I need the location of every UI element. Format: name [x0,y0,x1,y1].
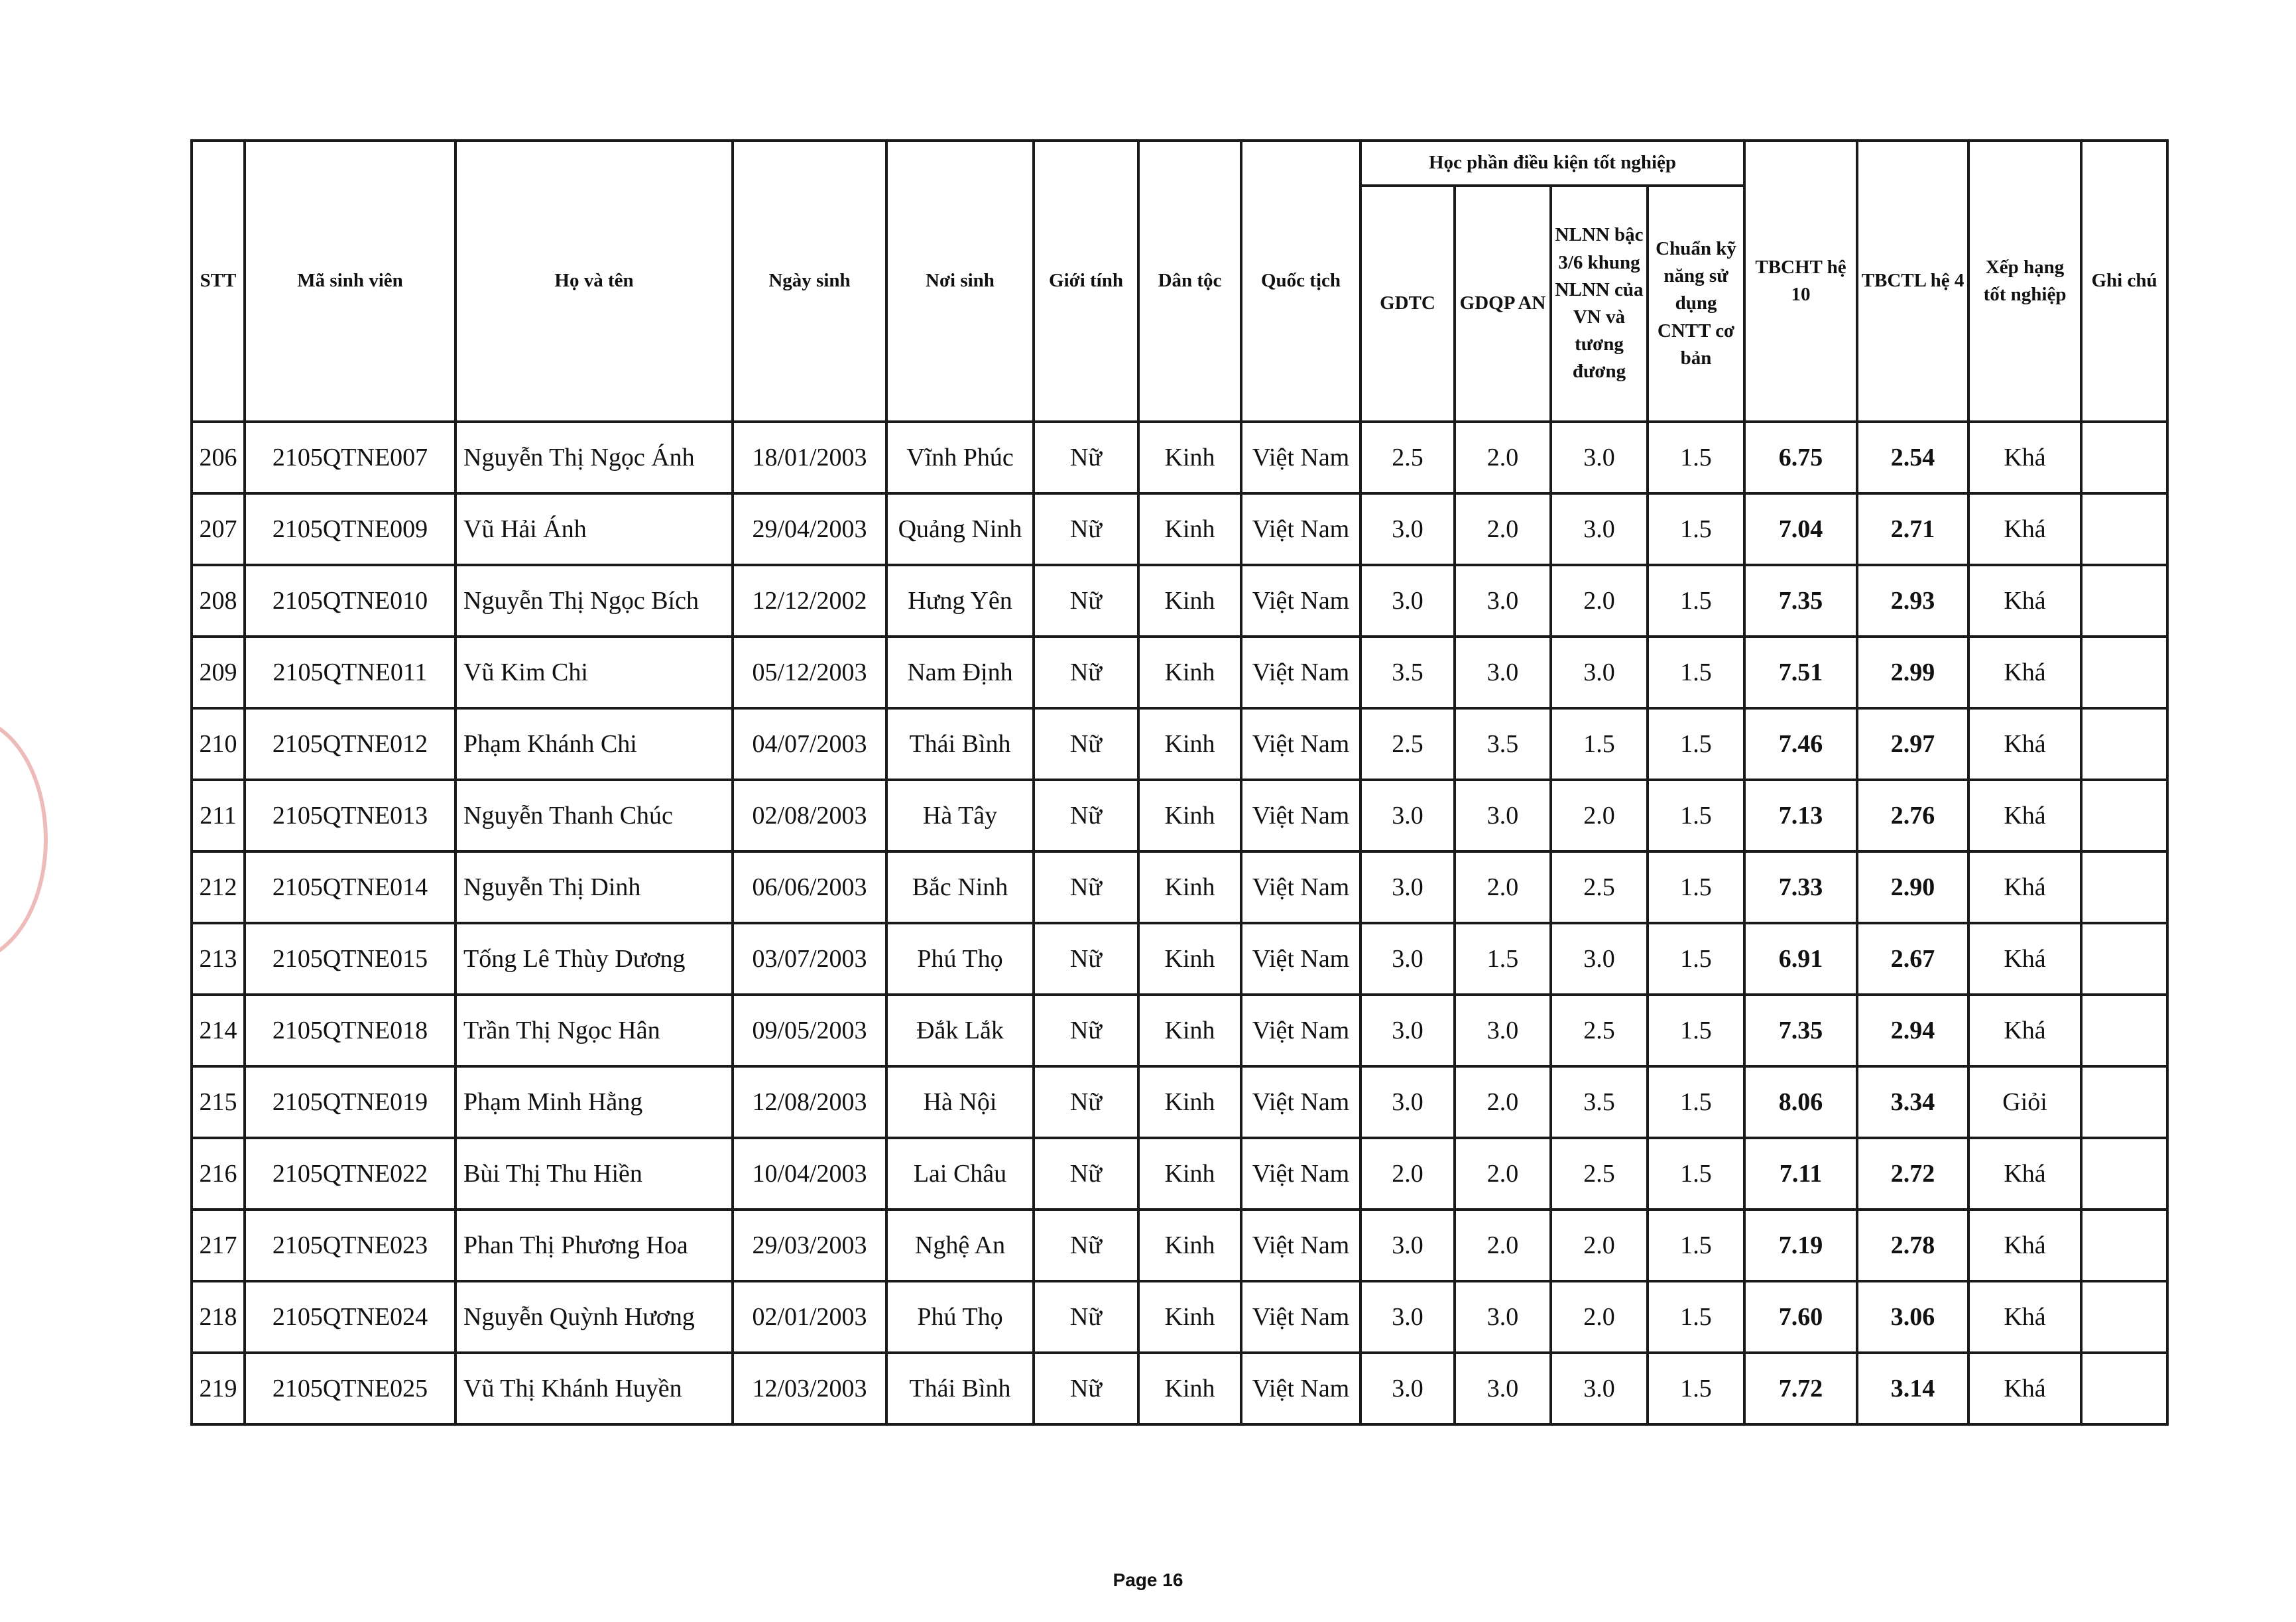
nationality-cell: Việt Nam [1241,923,1360,995]
notes-cell [2081,493,2167,565]
gdtc-cell: 3.0 [1360,1066,1455,1138]
student-id-cell: 2105QTNE007 [245,422,455,493]
stt-cell: 207 [192,493,245,565]
header-tbcht: TBCHT hệ 10 [1744,141,1857,422]
gdtc-cell: 3.0 [1360,1281,1455,1353]
birth-date-cell: 05/12/2003 [733,637,886,708]
tbctl-cell: 2.90 [1857,851,1968,923]
notes-cell [2081,923,2167,995]
nationality-cell: Việt Nam [1241,1210,1360,1281]
stt-cell: 216 [192,1138,245,1210]
birth-place-cell: Hà Nội [886,1066,1034,1138]
nlnn-cell: 1.5 [1551,708,1648,780]
notes-cell [2081,851,2167,923]
full-name-cell: Vũ Thị Khánh Huyền [455,1353,733,1424]
it-skills-cell: 1.5 [1648,995,1744,1066]
birth-date-cell: 12/03/2003 [733,1353,886,1424]
nlnn-cell: 2.5 [1551,851,1648,923]
notes-cell [2081,708,2167,780]
header-nationality: Quốc tịch [1241,141,1360,422]
tbcht-cell: 7.35 [1744,565,1857,637]
student-id-cell: 2105QTNE023 [245,1210,455,1281]
gender-cell: Nữ [1034,1210,1138,1281]
birth-date-cell: 09/05/2003 [733,995,886,1066]
header-nlnn: NLNN bậc 3/6 khung NLNN của VN và tương đương [1551,186,1648,422]
tbctl-cell: 3.34 [1857,1066,1968,1138]
ranking-cell: Khá [1968,422,2081,493]
birth-place-cell: Lai Châu [886,1138,1034,1210]
nationality-cell: Việt Nam [1241,708,1360,780]
tbcht-cell: 7.46 [1744,708,1857,780]
tbctl-cell: 2.94 [1857,995,1968,1066]
ethnicity-cell: Kinh [1138,1210,1241,1281]
student-id-cell: 2105QTNE011 [245,637,455,708]
tbctl-cell: 2.54 [1857,422,1968,493]
student-id-cell: 2105QTNE018 [245,995,455,1066]
tbctl-cell: 3.06 [1857,1281,1968,1353]
gender-cell: Nữ [1034,493,1138,565]
nationality-cell: Việt Nam [1241,780,1360,851]
ethnicity-cell: Kinh [1138,422,1241,493]
stt-cell: 206 [192,422,245,493]
gender-cell: Nữ [1034,565,1138,637]
stt-cell: 215 [192,1066,245,1138]
table-row [192,923,2167,995]
nationality-cell: Việt Nam [1241,637,1360,708]
table-row [192,565,2167,637]
stt-cell: 209 [192,637,245,708]
ethnicity-cell: Kinh [1138,923,1241,995]
tbcht-cell: 7.33 [1744,851,1857,923]
nationality-cell: Việt Nam [1241,422,1360,493]
nationality-cell: Việt Nam [1241,1138,1360,1210]
gdqp-an-cell: 3.5 [1455,708,1551,780]
tbctl-cell: 2.67 [1857,923,1968,995]
birth-date-cell: 03/07/2003 [733,923,886,995]
ranking-cell: Khá [1968,708,2081,780]
birth-date-cell: 12/12/2002 [733,565,886,637]
notes-cell [2081,422,2167,493]
table-row [192,780,2167,851]
full-name-cell: Bùi Thị Thu Hiền [455,1138,733,1210]
it-skills-cell: 1.5 [1648,422,1744,493]
table-row [192,708,2167,780]
nlnn-cell: 2.5 [1551,1138,1648,1210]
stt-cell: 219 [192,1353,245,1424]
notes-cell [2081,780,2167,851]
ranking-cell: Khá [1968,1281,2081,1353]
stt-cell: 211 [192,780,245,851]
gender-cell: Nữ [1034,851,1138,923]
student-id-cell: 2105QTNE015 [245,923,455,995]
table-row [192,851,2167,923]
nationality-cell: Việt Nam [1241,565,1360,637]
ethnicity-cell: Kinh [1138,1066,1241,1138]
red-seal-stamp [0,716,48,963]
gdqp-an-cell: 1.5 [1455,923,1551,995]
table-row [192,1353,2167,1424]
tbcht-cell: 7.51 [1744,637,1857,708]
gdtc-cell: 3.0 [1360,1210,1455,1281]
graduation-table [190,139,2169,1426]
table-row [192,995,2167,1066]
stt-cell: 210 [192,708,245,780]
notes-cell [2081,565,2167,637]
nlnn-cell: 2.0 [1551,780,1648,851]
nlnn-cell: 2.0 [1551,565,1648,637]
gdqp-an-cell: 2.0 [1455,1210,1551,1281]
notes-cell [2081,1353,2167,1424]
student-id-cell: 2105QTNE010 [245,565,455,637]
tbcht-cell: 7.04 [1744,493,1857,565]
gender-cell: Nữ [1034,780,1138,851]
tbcht-cell: 8.06 [1744,1066,1857,1138]
nlnn-cell: 3.0 [1551,923,1648,995]
full-name-cell: Vũ Hải Ánh [455,493,733,565]
table-row [192,422,2167,493]
header-birth-place: Nơi sinh [886,141,1034,422]
tbctl-cell: 2.97 [1857,708,1968,780]
ranking-cell: Khá [1968,565,2081,637]
gdqp-an-cell: 2.0 [1455,493,1551,565]
tbctl-cell: 2.78 [1857,1210,1968,1281]
ethnicity-cell: Kinh [1138,565,1241,637]
it-skills-cell: 1.5 [1648,780,1744,851]
gdtc-cell: 2.0 [1360,1138,1455,1210]
birth-place-cell: Hưng Yên [886,565,1034,637]
stt-cell: 212 [192,851,245,923]
full-name-cell: Phạm Khánh Chi [455,708,733,780]
tbcht-cell: 7.35 [1744,995,1857,1066]
ethnicity-cell: Kinh [1138,851,1241,923]
gdtc-cell: 3.0 [1360,780,1455,851]
ethnicity-cell: Kinh [1138,1353,1241,1424]
stt-cell: 208 [192,565,245,637]
gdtc-cell: 3.0 [1360,923,1455,995]
ethnicity-cell: Kinh [1138,995,1241,1066]
gdtc-cell: 3.5 [1360,637,1455,708]
student-id-cell: 2105QTNE012 [245,708,455,780]
stt-cell: 213 [192,923,245,995]
ethnicity-cell: Kinh [1138,637,1241,708]
ranking-cell: Khá [1968,1210,2081,1281]
full-name-cell: Nguyễn Thị Ngọc Bích [455,565,733,637]
header-notes: Ghi chú [2081,141,2167,422]
ranking-cell: Khá [1968,851,2081,923]
table-row [192,493,2167,565]
full-name-cell: Nguyễn Thị Ngọc Ánh [455,422,733,493]
it-skills-cell: 1.5 [1648,1138,1744,1210]
full-name-cell: Nguyễn Thị Dinh [455,851,733,923]
nlnn-cell: 2.5 [1551,995,1648,1066]
nationality-cell: Việt Nam [1241,995,1360,1066]
stt-cell: 218 [192,1281,245,1353]
nationality-cell: Việt Nam [1241,1353,1360,1424]
header-gender: Giới tính [1034,141,1138,422]
gender-cell: Nữ [1034,1353,1138,1424]
birth-date-cell: 04/07/2003 [733,708,886,780]
student-id-cell: 2105QTNE019 [245,1066,455,1138]
it-skills-cell: 1.5 [1648,1210,1744,1281]
stt-cell: 217 [192,1210,245,1281]
nlnn-cell: 3.0 [1551,637,1648,708]
birth-place-cell: Vĩnh Phúc [886,422,1034,493]
tbctl-cell: 2.76 [1857,780,1968,851]
gdtc-cell: 2.5 [1360,708,1455,780]
student-id-cell: 2105QTNE014 [245,851,455,923]
gender-cell: Nữ [1034,637,1138,708]
gender-cell: Nữ [1034,1066,1138,1138]
student-id-cell: 2105QTNE024 [245,1281,455,1353]
ranking-cell: Khá [1968,493,2081,565]
student-id-cell: 2105QTNE022 [245,1138,455,1210]
full-name-cell: Vũ Kim Chi [455,637,733,708]
nationality-cell: Việt Nam [1241,1281,1360,1353]
gdqp-an-cell: 3.0 [1455,1353,1551,1424]
table-row [192,1281,2167,1353]
gender-cell: Nữ [1034,995,1138,1066]
full-name-cell: Tống Lê Thùy Dương [455,923,733,995]
tbcht-cell: 7.72 [1744,1353,1857,1424]
nlnn-cell: 2.0 [1551,1281,1648,1353]
full-name-cell: Phan Thị Phương Hoa [455,1210,733,1281]
tbctl-cell: 2.99 [1857,637,1968,708]
nlnn-cell: 3.0 [1551,493,1648,565]
birth-place-cell: Nam Định [886,637,1034,708]
gdtc-cell: 3.0 [1360,995,1455,1066]
tbctl-cell: 2.93 [1857,565,1968,637]
tbctl-cell: 2.72 [1857,1138,1968,1210]
birth-place-cell: Bắc Ninh [886,851,1034,923]
tbcht-cell: 6.75 [1744,422,1857,493]
birth-date-cell: 02/08/2003 [733,780,886,851]
table-header [192,141,2167,422]
gender-cell: Nữ [1034,708,1138,780]
gdtc-cell: 2.5 [1360,422,1455,493]
birth-date-cell: 18/01/2003 [733,422,886,493]
gender-cell: Nữ [1034,923,1138,995]
birth-date-cell: 02/01/2003 [733,1281,886,1353]
ethnicity-cell: Kinh [1138,1281,1241,1353]
gdtc-cell: 3.0 [1360,565,1455,637]
gdqp-an-cell: 3.0 [1455,565,1551,637]
nlnn-cell: 3.0 [1551,422,1648,493]
ethnicity-cell: Kinh [1138,708,1241,780]
header-stt: STT [192,141,245,422]
header-gdqp-an: GDQP AN [1455,186,1551,422]
tbcht-cell: 6.91 [1744,923,1857,995]
birth-place-cell: Hà Tây [886,780,1034,851]
header-ethnicity: Dân tộc [1138,141,1241,422]
birth-date-cell: 29/03/2003 [733,1210,886,1281]
notes-cell [2081,995,2167,1066]
it-skills-cell: 1.5 [1648,923,1744,995]
notes-cell [2081,1066,2167,1138]
it-skills-cell: 1.5 [1648,1353,1744,1424]
notes-cell [2081,1210,2167,1281]
gdqp-an-cell: 3.0 [1455,637,1551,708]
notes-cell [2081,1281,2167,1353]
header-tbctl: TBCTL hệ 4 [1857,141,1968,422]
page-number: Page 16 [1113,1570,1183,1590]
gdqp-an-cell: 2.0 [1455,1066,1551,1138]
ethnicity-cell: Kinh [1138,1138,1241,1210]
gdtc-cell: 3.0 [1360,851,1455,923]
table-row [192,637,2167,708]
student-id-cell: 2105QTNE013 [245,780,455,851]
table-row [192,1066,2167,1138]
birth-place-cell: Nghệ An [886,1210,1034,1281]
it-skills-cell: 1.5 [1648,1281,1744,1353]
nlnn-cell: 2.0 [1551,1210,1648,1281]
birth-place-cell: Phú Thọ [886,1281,1034,1353]
table-row [192,1138,2167,1210]
notes-cell [2081,1138,2167,1210]
ranking-cell: Khá [1968,637,2081,708]
header-gdtc: GDTC [1360,186,1455,422]
gender-cell: Nữ [1034,1138,1138,1210]
stt-cell: 214 [192,995,245,1066]
tbctl-cell: 2.71 [1857,493,1968,565]
tbctl-cell: 3.14 [1857,1353,1968,1424]
birth-date-cell: 29/04/2003 [733,493,886,565]
birth-date-cell: 12/08/2003 [733,1066,886,1138]
birth-date-cell: 10/04/2003 [733,1138,886,1210]
full-name-cell: Trần Thị Ngọc Hân [455,995,733,1066]
ranking-cell: Khá [1968,995,2081,1066]
birth-date-cell: 06/06/2003 [733,851,886,923]
gdtc-cell: 3.0 [1360,1353,1455,1424]
nlnn-cell: 3.5 [1551,1066,1648,1138]
tbcht-cell: 7.11 [1744,1138,1857,1210]
header-full-name: Họ và tên [455,141,733,422]
it-skills-cell: 1.5 [1648,851,1744,923]
gdqp-an-cell: 3.0 [1455,1281,1551,1353]
student-id-cell: 2105QTNE009 [245,493,455,565]
gdqp-an-cell: 3.0 [1455,995,1551,1066]
ranking-cell: Khá [1968,923,2081,995]
ethnicity-cell: Kinh [1138,780,1241,851]
birth-place-cell: Quảng Ninh [886,493,1034,565]
tbcht-cell: 7.19 [1744,1210,1857,1281]
full-name-cell: Nguyễn Thanh Chúc [455,780,733,851]
tbcht-cell: 7.60 [1744,1281,1857,1353]
ranking-cell: Giỏi [1968,1066,2081,1138]
tbcht-cell: 7.13 [1744,780,1857,851]
birth-place-cell: Phú Thọ [886,923,1034,995]
gdqp-an-cell: 2.0 [1455,1138,1551,1210]
it-skills-cell: 1.5 [1648,493,1744,565]
gender-cell: Nữ [1034,1281,1138,1353]
notes-cell [2081,637,2167,708]
header-birth-date: Ngày sinh [733,141,886,422]
it-skills-cell: 1.5 [1648,637,1744,708]
birth-place-cell: Đắk Lắk [886,995,1034,1066]
birth-place-cell: Thái Bình [886,708,1034,780]
it-skills-cell: 1.5 [1648,1066,1744,1138]
birth-place-cell: Thái Bình [886,1353,1034,1424]
ranking-cell: Khá [1968,1138,2081,1210]
full-name-cell: Nguyễn Quỳnh Hương [455,1281,733,1353]
gdtc-cell: 3.0 [1360,493,1455,565]
header-student-id: Mã sinh viên [245,141,455,422]
gdqp-an-cell: 2.0 [1455,851,1551,923]
it-skills-cell: 1.5 [1648,708,1744,780]
table-body [192,422,2167,1424]
header-graduation-conditions: Học phần điều kiện tốt nghiệp [1360,141,1744,186]
student-id-cell: 2105QTNE025 [245,1353,455,1424]
header-it-skills: Chuẩn kỹ năng sử dụng CNTT cơ bản [1648,186,1744,422]
gdqp-an-cell: 2.0 [1455,422,1551,493]
table-row [192,1210,2167,1281]
nationality-cell: Việt Nam [1241,1066,1360,1138]
ranking-cell: Khá [1968,780,2081,851]
nlnn-cell: 3.0 [1551,1353,1648,1424]
nationality-cell: Việt Nam [1241,493,1360,565]
ranking-cell: Khá [1968,1353,2081,1424]
gender-cell: Nữ [1034,422,1138,493]
full-name-cell: Phạm Minh Hằng [455,1066,733,1138]
ethnicity-cell: Kinh [1138,493,1241,565]
nationality-cell: Việt Nam [1241,851,1360,923]
gdqp-an-cell: 3.0 [1455,780,1551,851]
header-ranking: Xếp hạng tốt nghiệp [1968,141,2081,422]
it-skills-cell: 1.5 [1648,565,1744,637]
